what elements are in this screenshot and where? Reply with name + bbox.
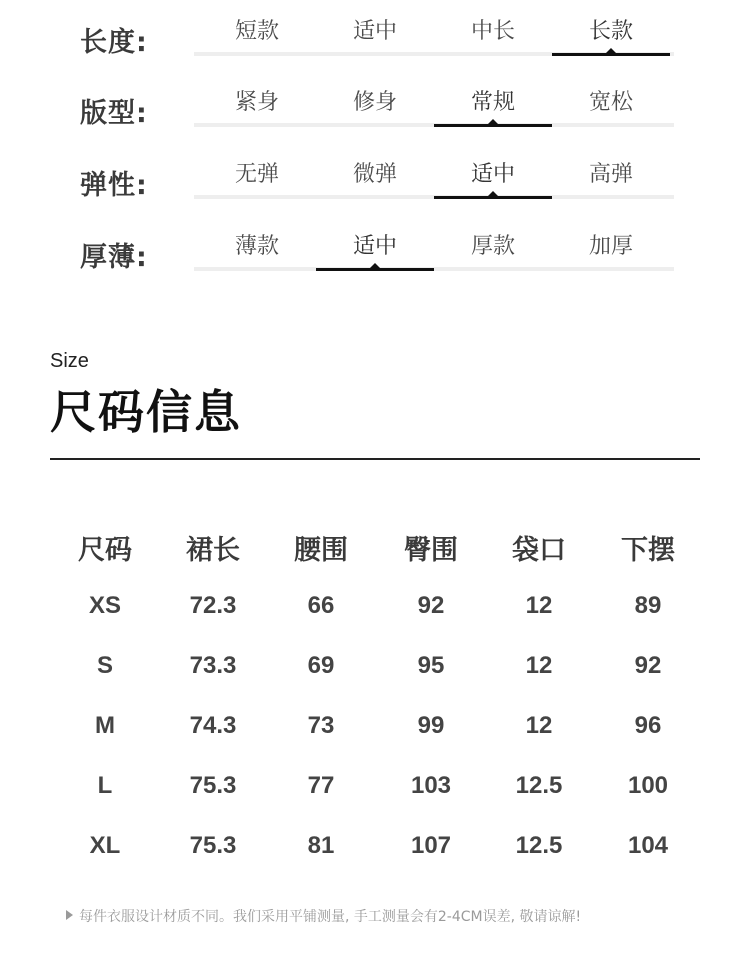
table-cell: 99 (417, 712, 445, 739)
attribute-option: 修身 (352, 90, 397, 115)
size-label-cell: XS (88, 592, 121, 619)
table-cell: 73.3 (189, 652, 237, 679)
table-cell: 74.3 (189, 712, 237, 739)
size-label-cell: S (96, 652, 113, 679)
selected-notch-icon (488, 119, 498, 124)
table-cell: 107 (410, 832, 452, 859)
selected-notch-icon (488, 191, 498, 196)
attribute-option: 短款 (234, 19, 279, 44)
attribute-row (0, 157, 750, 217)
section-title-en: Size (50, 350, 89, 372)
attribute-option: 薄款 (234, 234, 279, 259)
attribute-row (0, 85, 750, 145)
attribute-option: 常规 (470, 90, 515, 115)
attribute-option: 厚款 (470, 234, 515, 259)
table-header-cell: 腰围 (294, 535, 348, 566)
table-cell: 81 (307, 832, 335, 859)
table-cell: 72.3 (189, 592, 237, 619)
measurement-note (66, 906, 581, 926)
table-cell: 104 (627, 832, 669, 859)
attribute-label: 版型: (80, 98, 148, 129)
selected-indicator (316, 268, 434, 271)
table-cell: 100 (627, 772, 669, 799)
attribute-option: 加厚 (588, 234, 633, 259)
size-label-cell: XL (89, 832, 121, 859)
size-label-cell: L (97, 772, 113, 799)
section-divider (50, 458, 700, 460)
attribute-option: 中长 (470, 19, 515, 44)
selected-notch-icon (370, 263, 380, 268)
table-cell: 89 (634, 592, 662, 619)
attribute-option: 微弹 (352, 162, 397, 187)
attribute-option: 适中 (352, 234, 397, 259)
triangle-bullet-icon (66, 910, 73, 920)
table-cell: 12.5 (515, 772, 563, 799)
table-header-cell: 下摆 (621, 535, 675, 566)
option-track (194, 267, 674, 271)
attribute-row (0, 14, 750, 74)
table-header-cell: 袋口 (512, 535, 566, 566)
table-cell: 75.3 (189, 832, 237, 859)
attribute-option: 无弹 (234, 162, 279, 187)
table-cell: 12 (525, 652, 553, 679)
table-header-cell: 尺码 (78, 535, 132, 566)
attribute-label: 弹性: (80, 170, 148, 201)
table-cell: 66 (307, 592, 335, 619)
attribute-option: 宽松 (588, 90, 633, 115)
selected-indicator (552, 53, 670, 56)
attribute-row (0, 229, 750, 289)
attribute-label: 厚薄: (80, 242, 148, 273)
attribute-option: 长款 (588, 19, 633, 44)
table-cell: 92 (417, 592, 445, 619)
selected-notch-icon (606, 48, 616, 53)
table-cell: 12.5 (515, 832, 563, 859)
table-cell: 96 (634, 712, 662, 739)
attribute-label: 长度: (80, 27, 148, 58)
table-cell: 95 (417, 652, 445, 679)
table-cell: 69 (307, 652, 335, 679)
table-cell: 77 (307, 772, 335, 799)
selected-indicator (434, 196, 552, 199)
table-cell: 92 (634, 652, 662, 679)
table-cell: 73 (307, 712, 335, 739)
attribute-option: 适中 (470, 162, 515, 187)
size-label-cell: M (95, 712, 115, 739)
measurement-note-text: 每件衣服设计材质不同。我们采用平铺测量, 手工测量会有2-4CM误差, 敬请谅解! (79, 909, 582, 925)
table-header-cell: 裙长 (186, 535, 240, 566)
selected-indicator (434, 124, 552, 127)
attribute-option: 适中 (352, 19, 397, 44)
table-cell: 103 (410, 772, 452, 799)
attribute-option: 紧身 (234, 90, 279, 115)
table-cell: 12 (525, 712, 553, 739)
table-cell: 12 (525, 592, 553, 619)
table-header-cell: 臀围 (404, 535, 458, 566)
table-cell: 75.3 (189, 772, 237, 799)
attribute-option: 高弹 (588, 162, 633, 187)
section-title: 尺码信息 (50, 385, 242, 439)
